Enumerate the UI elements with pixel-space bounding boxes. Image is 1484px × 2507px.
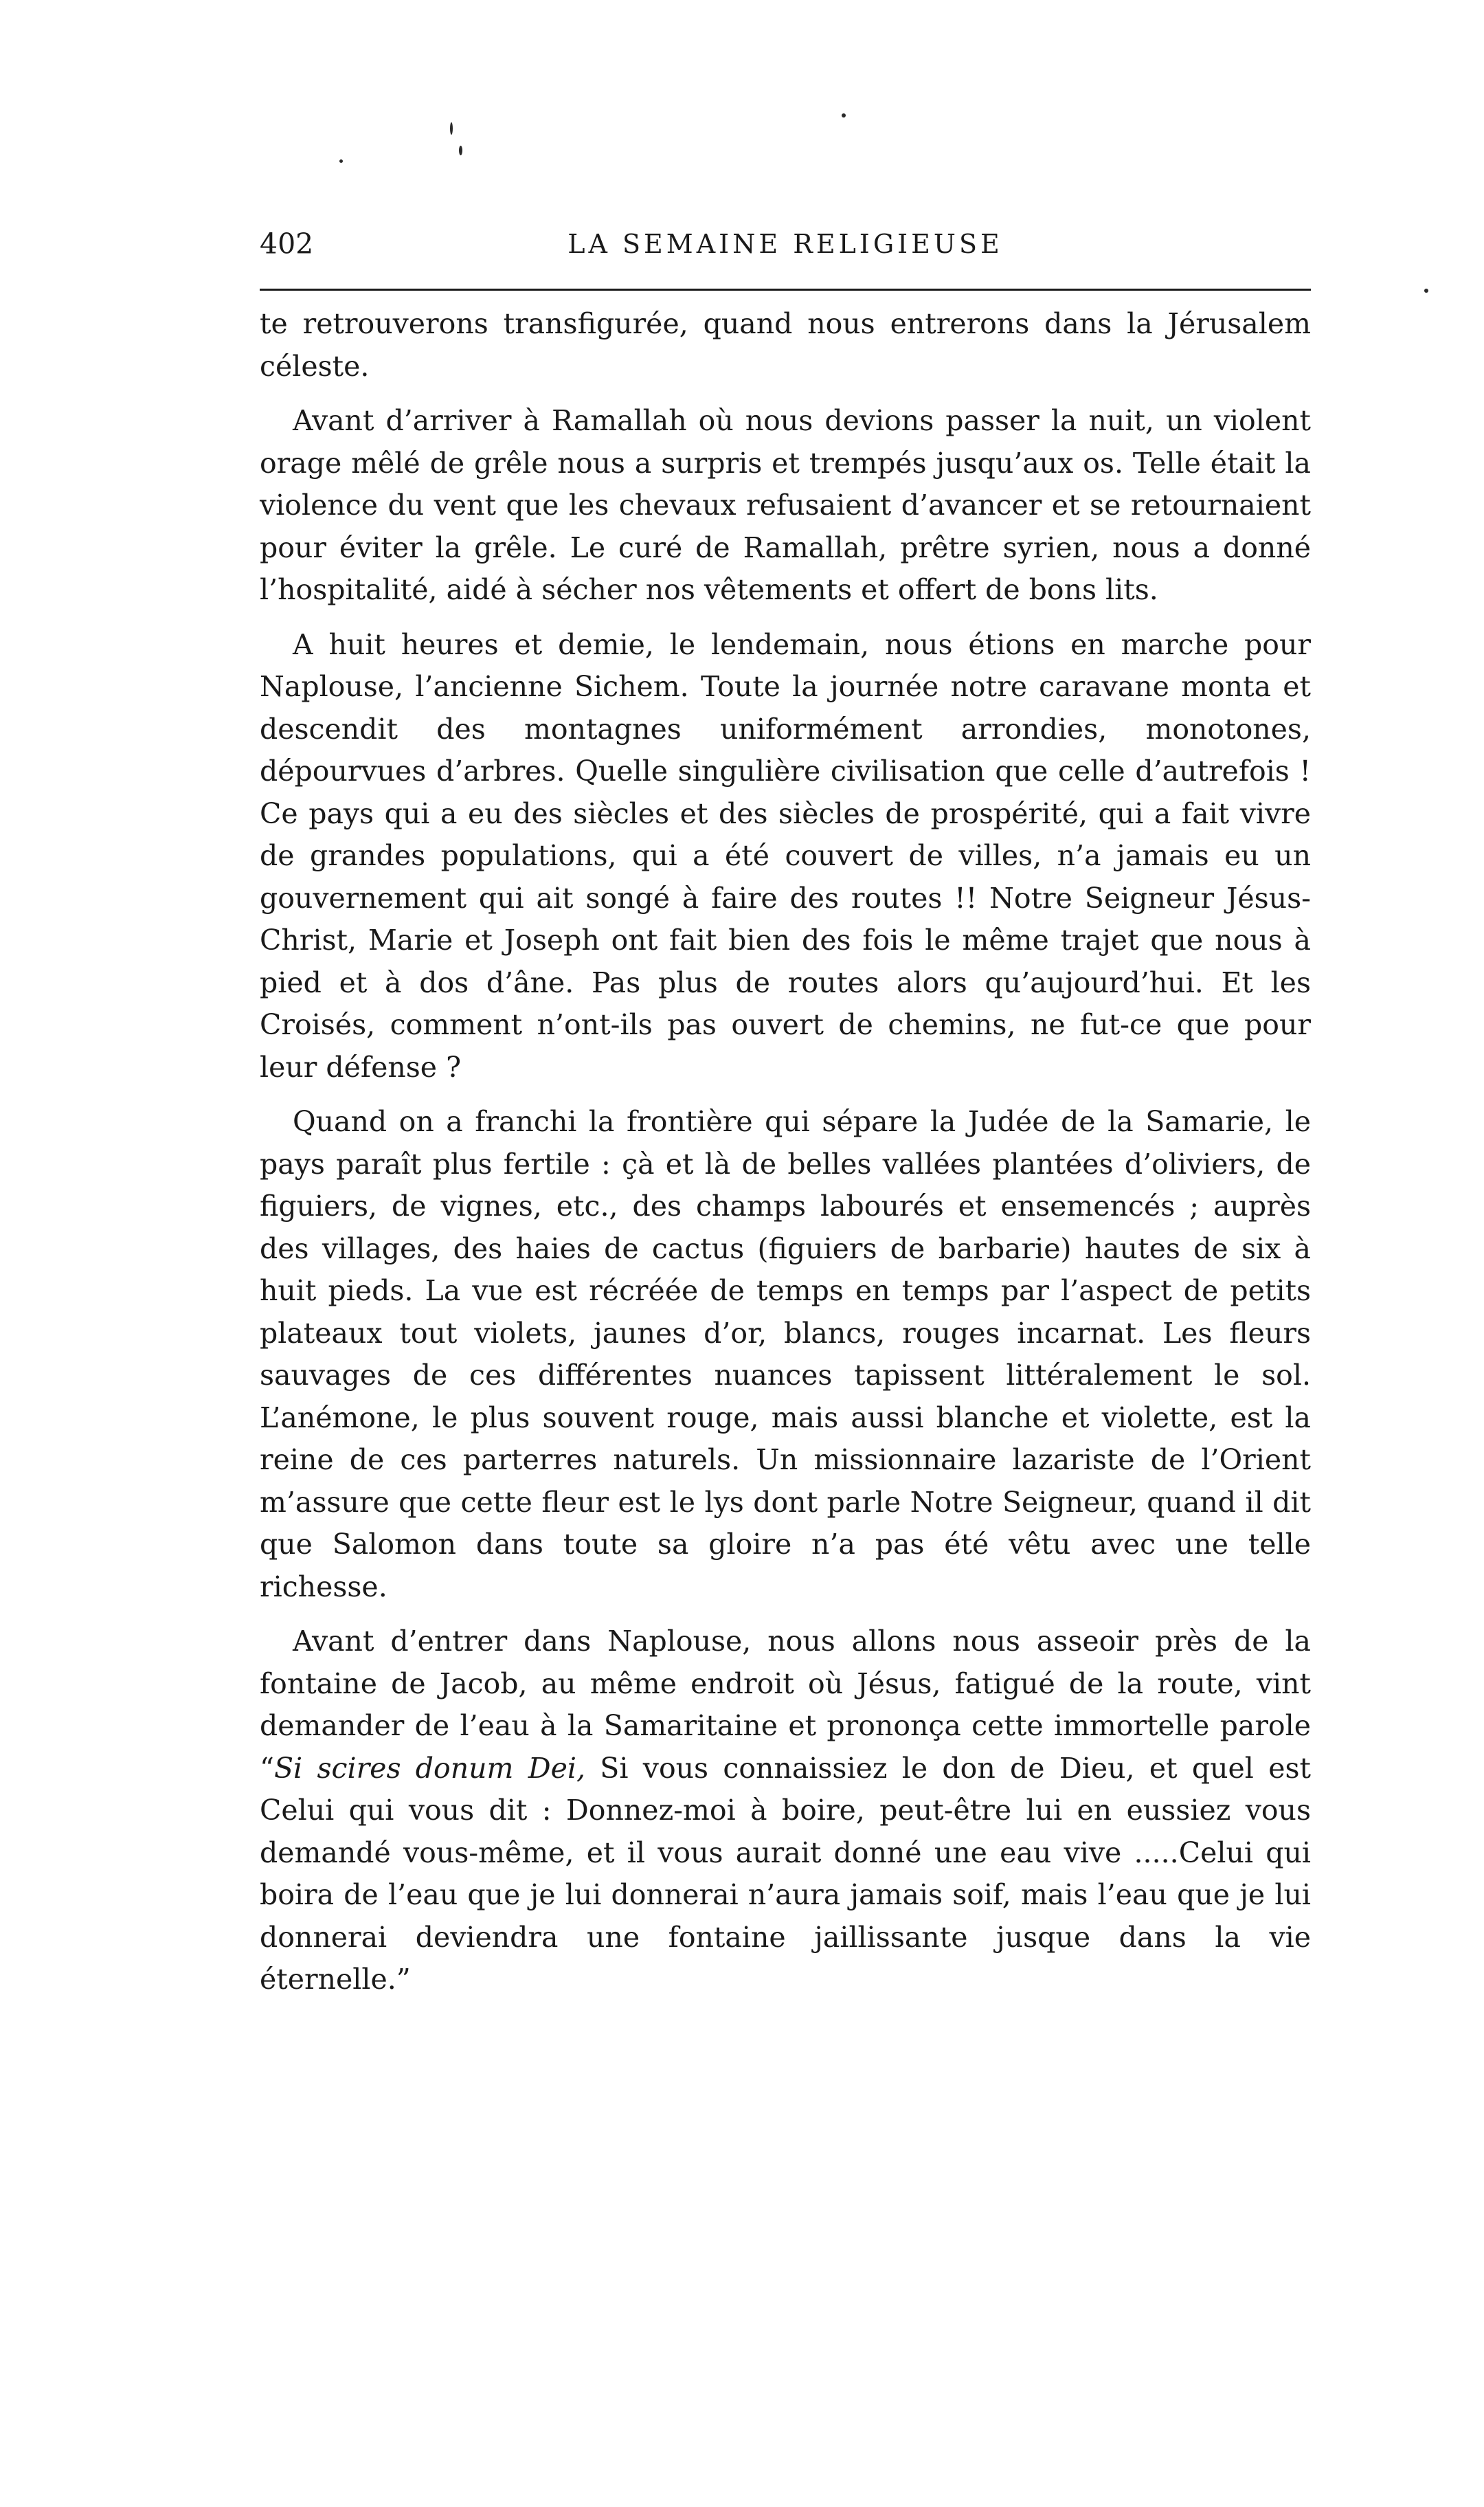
paragraph-naplouse-journey: A huit heures et demie, le lendemain, nous étions en marche pour Naplouse, l’ancienne Sichem. Toute la journée notre caravane monta et descendit des montagnes uniformément arrondies, monotones, dépourvues d’arbres. Quelle singulière civilisation que celle d’autrefois ! Ce pays qui a eu des siècles et des siècles de prospérité, qui a fait vivre de grandes populations, qui a été couvert de villes, n’a jamais eu un gouvernement qui ait songé à faire des routes !! Notre Seigneur Jésus-Christ, Marie et Joseph ont fait bien des fois le même trajet que nous à pied et à dos d’âne. Pas plus de routes alors qu’aujourd’hui. Et les Croisés, comment n’ont-ils pas ouvert de chemins, ne fut-ce que pour leur défense ? xyxy=(260,627,1311,1084)
paragraph-ramallah: Avant d’arriver à Ramallah où nous devions passer la nuit, un violent orage mêlé de grêle nous a surpris et trempés jusqu’aux os. Telle était la violence du vent que les chevaux refusaient d’avancer et se retournaient pour éviter la grêle. Le curé de Ramallah, prêtre syrien, nous a donné l’hospitalité, aidé à sécher nos vêtements et offert de bons lits. xyxy=(260,404,1311,606)
paragraph-fontaine-jacob xyxy=(260,1620,1311,2001)
body-text xyxy=(260,303,1311,2001)
page-number: 402 xyxy=(260,227,314,260)
latin-quote: Si scires donum Dei, xyxy=(273,1751,585,1785)
paragraph-samarie: Quand on a franchi la frontière qui sépare la Judée de la Samarie, le pays paraît plus fertile : çà et là de belles vallées plantées d’oliviers, de figuiers, de vignes, etc., des champs labourés et ensemencés ; auprès des villages, des haies de cactus (figuiers de barbarie) hautes de six à huit pieds. La vue est récréée de temps en temps par l’aspect de petits plateaux tout violets, jaunes d’or, blancs, rouges incarnat. Les fleurs sauvages de ces différentes nuances tapissent littéralement le sol. L’anémone, le plus souvent rouge, mais aussi blanche et violette, est la reine de ces parterres naturels. Un missionnaire lazariste de l’Orient m’assure que cette fleur est le lys dont parle Notre Seigneur, quand il dit que Salomon dans toute sa gloire n’a pas été vêtu avec une telle richesse. xyxy=(260,1105,1311,1603)
paragraph-continuation: te retrouverons transfigurée, quand nous entrerons dans la Jérusalem céleste. xyxy=(260,307,1311,383)
book-page xyxy=(260,220,1311,2014)
running-head xyxy=(260,220,1311,268)
scan-speck xyxy=(339,159,343,163)
header-rule xyxy=(260,289,1311,291)
scan-speck xyxy=(1424,289,1428,293)
scan-speck xyxy=(450,122,453,135)
scan-speck xyxy=(842,113,846,118)
fontaine-text-before-quote: Avant d’entrer dans Naplouse, nous allons nous asseoir près de la fontaine de Jacob, au même endroit où Jésus, fatigué de la route, vint demander de l’eau à la Samaritaine et prononça cette immortelle parole “ xyxy=(260,1625,1311,1785)
scan-speck xyxy=(459,146,462,155)
journal-title: LA SEMAINE RELIGIEUSE xyxy=(567,229,1003,259)
fontaine-text-after-quote: Si vous connaissiez le don de Dieu, et quel est Celui qui vous dit : Donnez-moi à boire, peut-être lui en eussiez vous demandé vous-même, et il vous aurait donné une eau vive .....Celui qui boira de l’eau que je lui donnerai n’aura jamais soif, mais l’eau que je lui donnerai deviendra une fontaine jaillissante jusque dans la vie éternelle.” xyxy=(260,1751,1311,1996)
